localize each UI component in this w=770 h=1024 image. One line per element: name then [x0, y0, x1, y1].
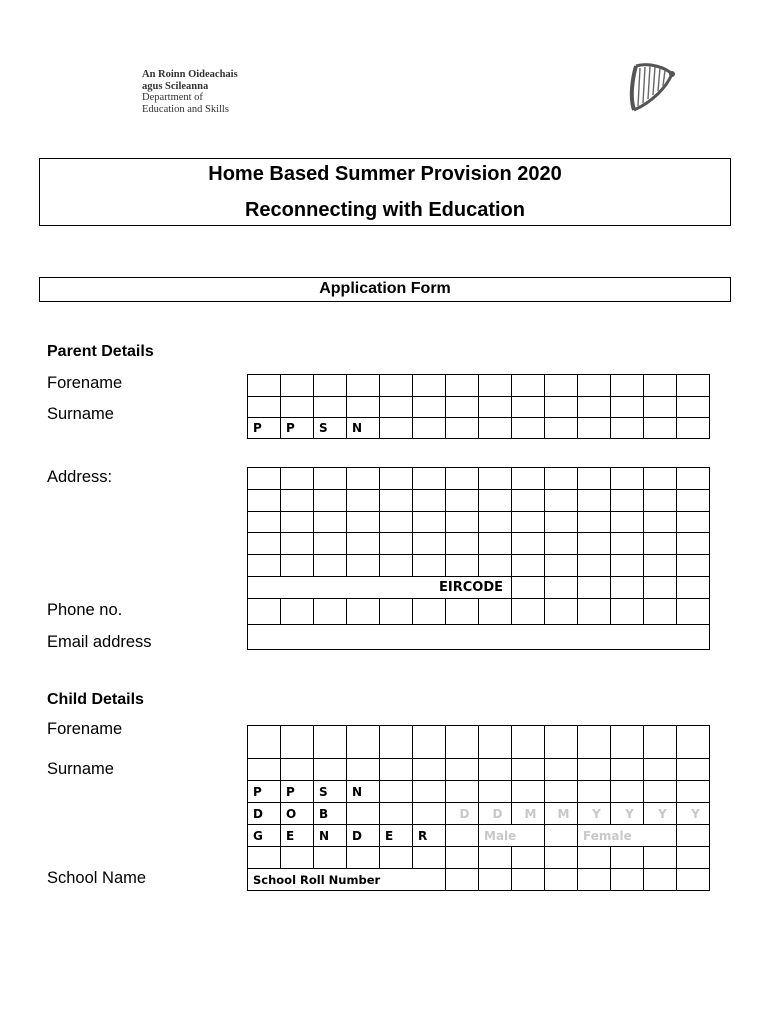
- ppsn-letter: S: [314, 418, 347, 439]
- gender-letter: N: [314, 825, 347, 847]
- child-surname-row[interactable]: [248, 759, 710, 781]
- child-surname-label: Surname: [47, 760, 114, 778]
- email-label: Email address: [47, 633, 152, 651]
- ppsn-letter: S: [314, 781, 347, 803]
- parent-surname-label: Surname: [47, 405, 114, 423]
- address-row[interactable]: [248, 490, 710, 512]
- logo-line-4: Education and Skills: [142, 103, 229, 115]
- dob-hint: Y: [677, 803, 710, 825]
- parent-surname-row[interactable]: [248, 397, 710, 418]
- logo-line-1: An Roinn Oideachais: [142, 69, 238, 80]
- form-title: Application Form: [39, 277, 731, 302]
- dob-letter: O: [281, 803, 314, 825]
- school-name-label: School Name: [47, 869, 147, 887]
- dob-hint: Y: [644, 803, 677, 825]
- dob-hint: M: [545, 803, 578, 825]
- ppsn-letter: P: [248, 781, 281, 803]
- parent-forename-label: Forename: [47, 374, 123, 392]
- dob-letter: D: [248, 803, 281, 825]
- department-logo-text: [142, 69, 238, 115]
- title-box: [39, 158, 731, 226]
- ppsn-letter: P: [281, 781, 314, 803]
- child-ppsn-row[interactable]: [248, 781, 710, 803]
- child-forename-row[interactable]: [248, 726, 710, 759]
- phone-row[interactable]: [248, 599, 710, 625]
- male-checkbox[interactable]: [446, 825, 479, 847]
- dob-hint: Y: [578, 803, 611, 825]
- eircode-row[interactable]: [248, 577, 710, 599]
- gender-letter: E: [380, 825, 413, 847]
- page-subtitle: Reconnecting with Education: [244, 199, 525, 221]
- child-details-heading: Child Details: [47, 691, 144, 708]
- gender-letter: E: [281, 825, 314, 847]
- school-name-row[interactable]: [248, 847, 710, 869]
- male-label: Male: [479, 825, 545, 847]
- child-dob-row[interactable]: [248, 803, 710, 825]
- address-row[interactable]: [248, 555, 710, 577]
- ppsn-letter: N: [347, 418, 380, 439]
- page-title: Home Based Summer Provision 2020: [208, 163, 562, 185]
- parent-forename-row[interactable]: [248, 375, 710, 397]
- phone-label: Phone no.: [47, 601, 123, 619]
- ppsn-letter: P: [248, 418, 281, 439]
- child-forename-label: Forename: [47, 720, 123, 738]
- email-field[interactable]: [248, 625, 710, 650]
- address-grid: [247, 467, 710, 650]
- logo-line-3: Department of: [142, 92, 203, 103]
- child-gender-row[interactable]: [248, 825, 710, 847]
- dob-hint: D: [479, 803, 512, 825]
- address-row[interactable]: [248, 468, 710, 490]
- dob-hint: M: [512, 803, 545, 825]
- address-row[interactable]: [248, 533, 710, 555]
- parent-details-heading: Parent Details: [47, 343, 154, 360]
- dob-hint: D: [446, 803, 479, 825]
- eircode-label: EIRCODE: [248, 577, 512, 599]
- gender-letter: R: [413, 825, 446, 847]
- school-roll-row[interactable]: [248, 869, 710, 891]
- female-label: Female: [578, 825, 677, 847]
- address-row[interactable]: [248, 512, 710, 533]
- logo-line-2: agus Scileanna: [142, 80, 209, 92]
- parent-name-grid: [247, 374, 710, 439]
- dob-hint: Y: [611, 803, 644, 825]
- female-checkbox[interactable]: [545, 825, 578, 847]
- gender-letter: D: [347, 825, 380, 847]
- school-roll-label: School Roll Number: [248, 869, 446, 891]
- address-label: Address:: [47, 468, 113, 486]
- ppsn-letter: P: [281, 418, 314, 439]
- gender-letter: G: [248, 825, 281, 847]
- ppsn-letter: N: [347, 781, 380, 803]
- harp-icon: [622, 60, 678, 114]
- dob-letter: B: [314, 803, 347, 825]
- parent-ppsn-row[interactable]: [248, 418, 710, 439]
- child-grid: [247, 725, 710, 891]
